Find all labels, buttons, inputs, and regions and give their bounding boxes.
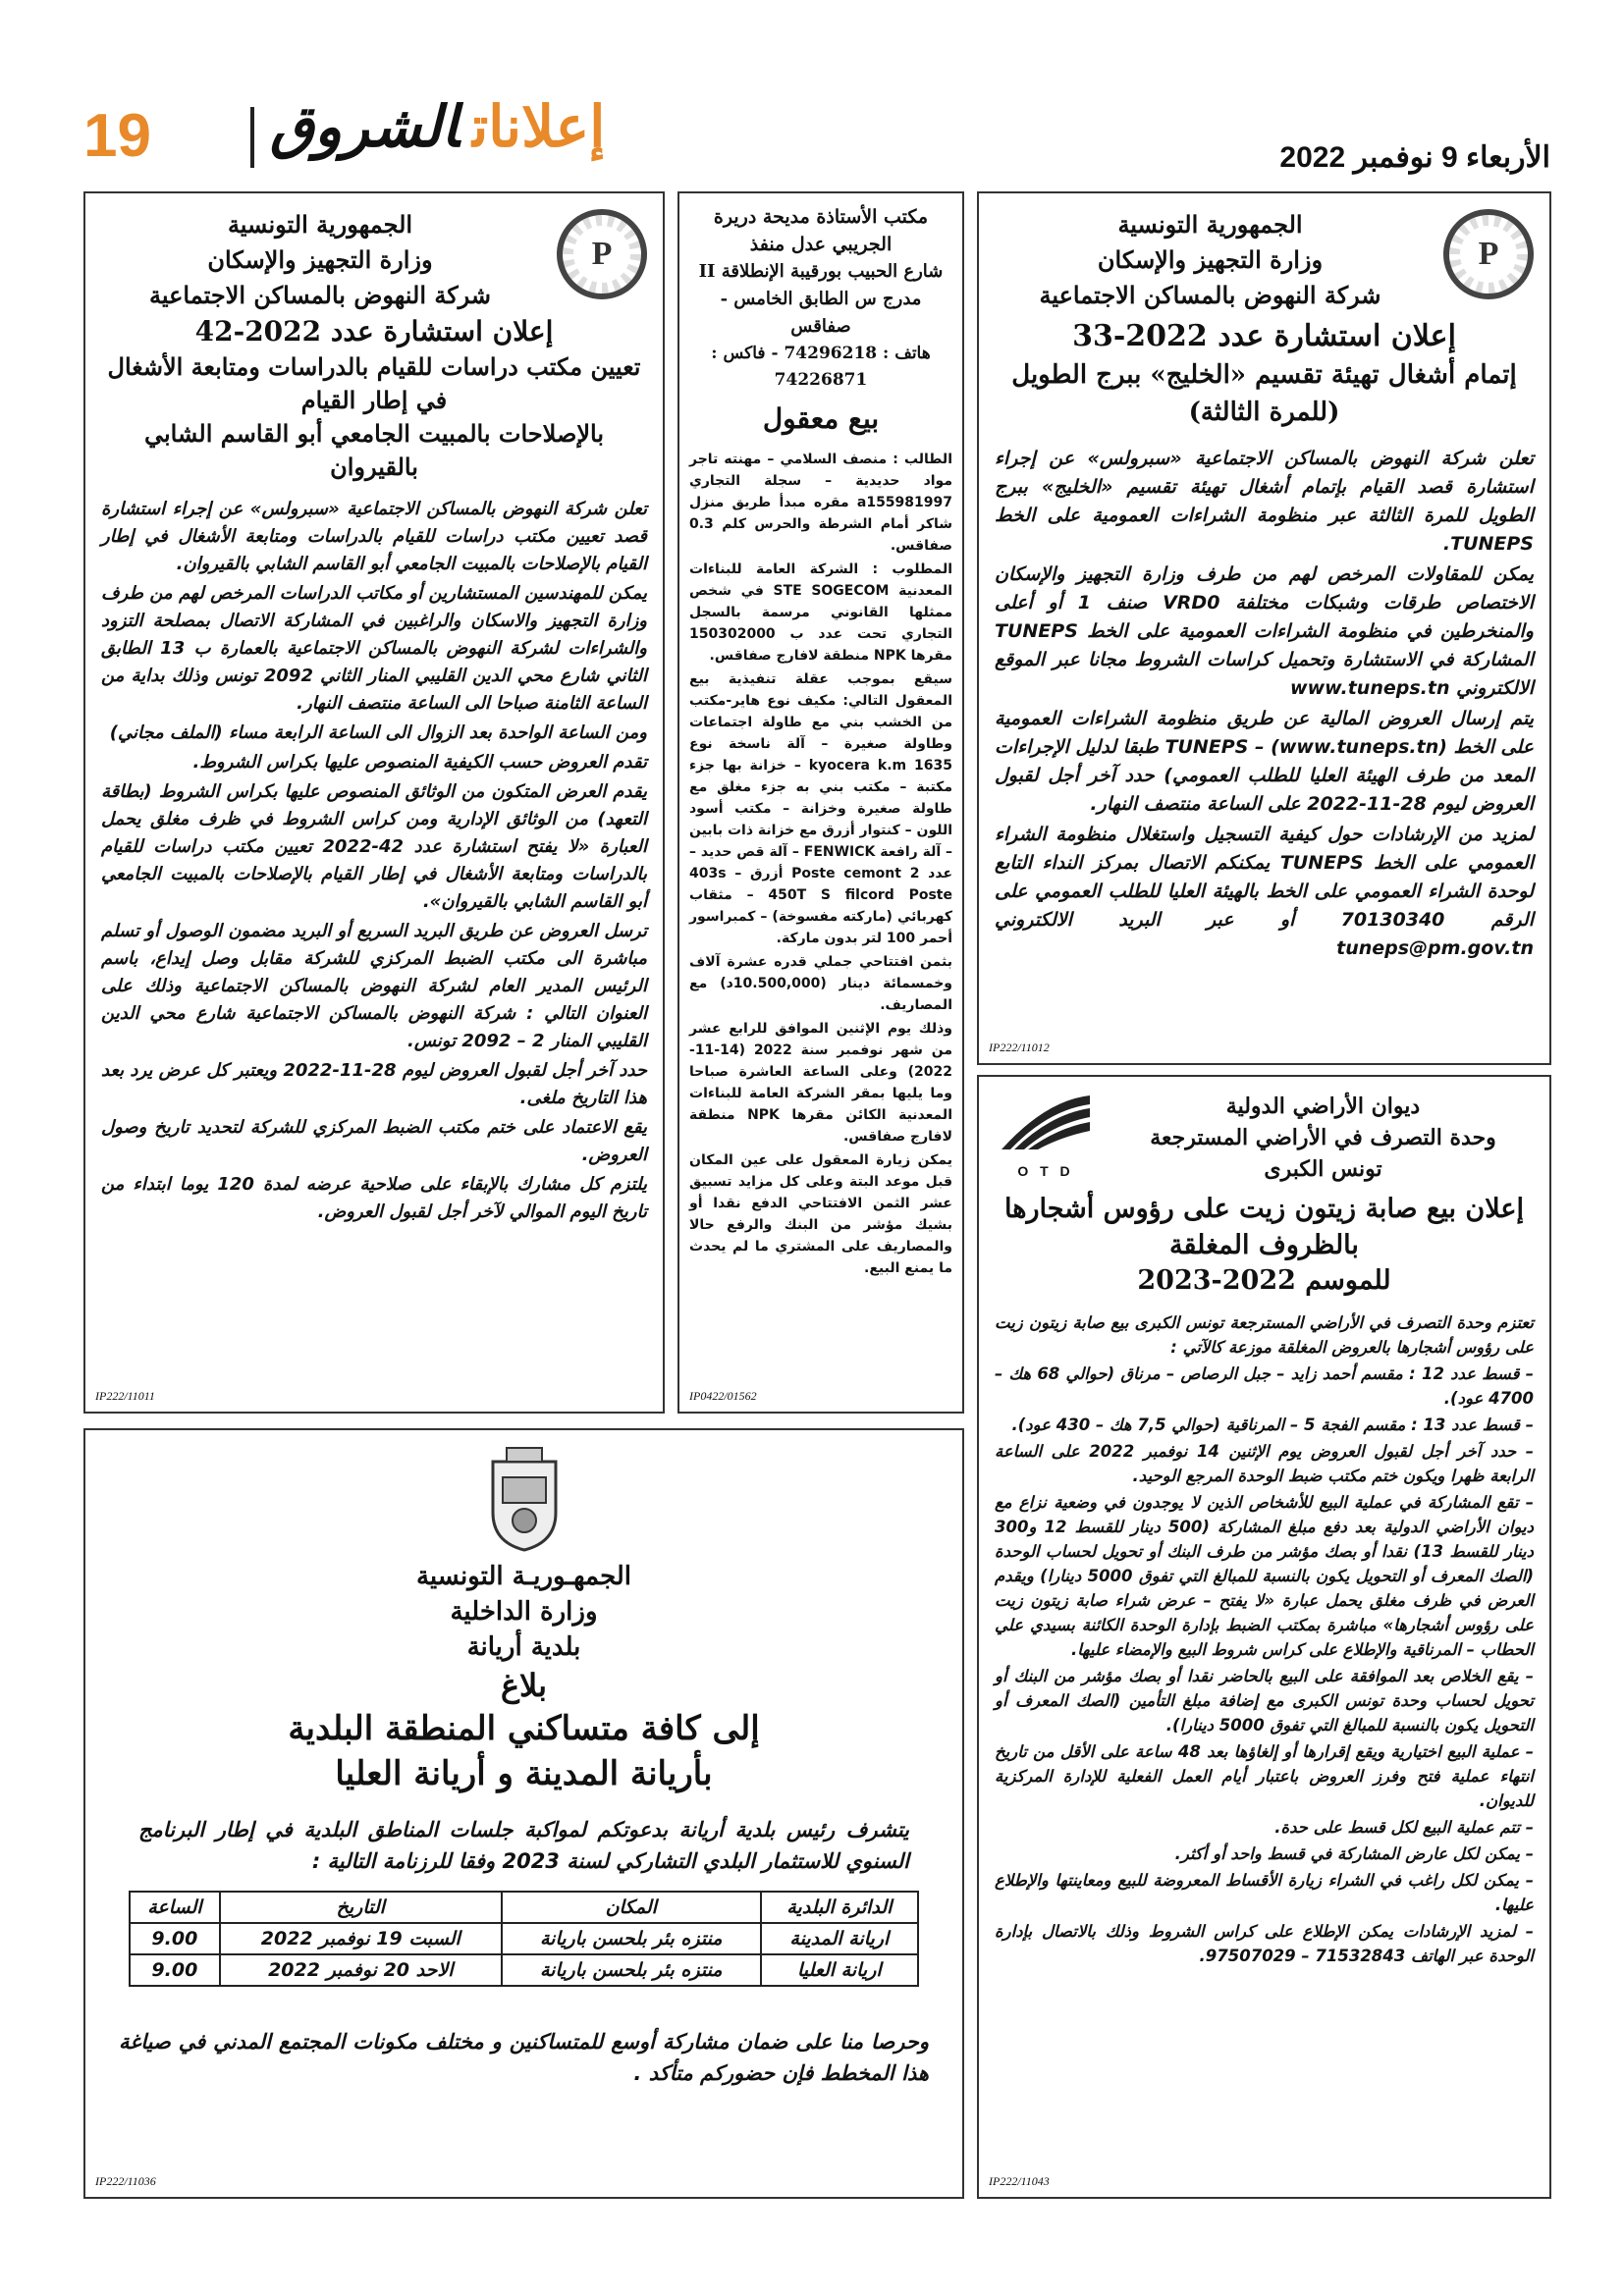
table-cell: 9.00 xyxy=(130,1954,220,1986)
ad2-paragraph: وذلك يوم الإثنين الموافق للرابع عشر من شهر نوفمبر سنة 2022 (14-11-2022) وعلى الساعة العاشرة صباحا وما يليها بمقر الشركة العامة للبناءات المعدنية الكائن مقرها NPK منطقة لافارج صفاقس. xyxy=(689,1021,952,1145)
ad5-closing: وحرصا منا على ضمان مشاركة أوسع للمتساكنين و مختلف مكونات المجتمع المدني في صياغة هذا المخطط فإن حضوركم متأكد . xyxy=(119,2030,929,2085)
ad2-reference: IP0422/01562 xyxy=(689,1389,757,1403)
crest-icon xyxy=(485,1444,564,1552)
table-cell: 9.00 xyxy=(130,1923,220,1954)
ad5-header-line: الجمهـوريـة التونسية xyxy=(415,1562,632,1591)
ad1-paragraph: لمزيد من الإرشادات حول كيفية التسجيل واستغلال منظومة الشراء العمومي على الخط TUNEPS يمكنكم الاتصال بمركز النداء التابع لوحدة الشراء العمومي على الخط بالهيئة العليا للطلب العمومي على الرقم 70130340 أو عبر البريد الالكتروني tuneps@pm.gov.tn xyxy=(995,824,1534,959)
ad5-subtitle: بأريانة المدينة و أريانة العليا xyxy=(335,1754,713,1793)
schedule-table xyxy=(129,1891,919,1987)
ad2-paragraph: سيقع بموجب عقلة تنفيذية بيع المعقول التالي: مكيف نوع هاير-مكتب من الخشب بني مع طاولة اجتماعات وطاولة صغيرة – آلة ناسخة نوع kyocera k.m 1635 – خزانة بها جزء مكتبة – مكتب بني به جزء مغلق مع طاولة صغيرة وخزانة – مكتب أسود اللون – كنتوار أزرق مع خزانة ذات بابين – آلة رافعة FENWICK – آلة قص حديد – عدد 2 Poste cemont أزرق 403s – 450T S filcord Poste – مثقاب كهربائي (ماركته مفسوخة) – كمبراسور أحمر 100 لتر بدون ماركة. xyxy=(689,671,953,946)
ad1-paragraph: تعلن شركة النهوض بالمساكن الاجتماعية «سبرولس» عن إجراء استشارة قصد القيام بإتمام أشغال تهيئة تقسيم «الخليج» ببرج الطويل للمرة الثالثة عبر منظومة الشراءات العمومية على الخط TUNEPS. xyxy=(995,448,1534,555)
ad5-title: بلاغ xyxy=(500,1667,548,1704)
ad2-header-line: هاتف : 74296218 - فاكس : 74226871 xyxy=(711,344,931,390)
ad5-intro: يتشرف رئيس بلدية أريانة بدعوتكم لمواكبة جلسات المناطق البلدية في إطار البرنامج السنوي للاستثمار البلدي التشاركي لسنة 2023 وفقا للرزنامة التالية : xyxy=(138,1818,909,1873)
table-cell: منتزه بئر بلحسن باريانة xyxy=(502,1954,761,1986)
ad3-paragraph: يمكن للمهندسين المستشارين أو مكاتب الدراسات المرخص لهم من طرف وزارة التجهيز والاسكان والراغبين في المشاركة الاتصال بمصلحة التزود والشراءات لشركة النهوض بالمساكن الاجتماعية بالعمارة ب 13 الطابق الثاني شارع محي الدين القليبي المنار الثاني 2092 تونس وذلك بداية من الساعة الثامنة صباحا الى الساعة منتصف النهار. xyxy=(101,583,647,714)
ad-tender-33 xyxy=(977,191,1551,1065)
ad4-paragraph: تعتزم وحدة التصرف في الأراضي المسترجعة تونس الكبرى بيع صابة زيتون زيت على رؤوس أشجارها بالعروض المغلقة موزعة كالآتي : xyxy=(995,1313,1534,1357)
ad4-paragraph: – قسط عدد 13 : مقسم الفجة 5 – المرناقية (حوالي 7,5 هك – 430 عود). xyxy=(1011,1415,1534,1434)
table-header-row xyxy=(130,1892,918,1923)
brand-title xyxy=(270,93,605,160)
ad-tender-42 xyxy=(83,191,665,1414)
ad5-reference: IP222/11036 xyxy=(95,2174,156,2188)
ad3-paragraph: يلتزم كل مشارك بالإبقاء على صلاحية عرضه لمدة 120 يوما ابتداء من تاريخ اليوم الموالي لآخر أجل لقبول العروض. xyxy=(101,1174,647,1222)
ad2-body xyxy=(689,449,952,1279)
table-header: الساعة xyxy=(130,1892,220,1923)
ad2-paragraph: يمكن زيارة المعقول على عين المكان قبل موعد البتة وعلى كل مزايد تسبيق عشر الثمن الافتتاحي الدفع نقدا أو بشيك مؤشر من البنك والرفع حالا والمصاريف على المشتري ما لم يحدث ما يمنع البيع. xyxy=(689,1152,952,1276)
ad4-paragraph: – عملية البيع اختيارية ويقع إقرارها أو إلغاؤها بعد 48 ساعة على الأقل من تاريخ انتهاء عملية فتح وفرز العروض باعتبار أيام العمل الفعلية للإدارة المركزية للديوان. xyxy=(995,1742,1534,1810)
cog-logo-icon: P xyxy=(1443,209,1534,299)
spro-logo xyxy=(557,209,647,299)
ad4-subtitle: بالظروف المغلقة xyxy=(1169,1230,1359,1260)
ad3-paragraph: ومن الساعة الواحدة بعد الزوال الى الساعة الرابعة مساء (الملف مجاني) xyxy=(109,722,647,743)
spro-logo xyxy=(1443,209,1534,299)
ad1-header-line: وزارة التجهيز والإسكان xyxy=(1097,245,1324,274)
ad3-paragraph: تعلن شركة النهوض بالمساكن الاجتماعية «سبرولس» عن إجراء استشارة قصد تعيين مكتب دراسات للقيام بالدراسات ومتابعة الأشغال في إطار القيام بالإصلاحات بالمبيت الجامعي أبو القاسم الشابي بالقيروان. xyxy=(101,499,647,574)
ad1-subtitle: إتمام أشغال تهيئة تقسيم «الخليج» ببرج الطويل (للمرة الثالثة) xyxy=(1011,360,1517,427)
table-row xyxy=(130,1954,918,1986)
ad5-header-line: وزارة الداخلية xyxy=(450,1597,598,1627)
ad4-paragraph: – يمكن لكل عارض المشاركة في قسط واحد أو أكثر. xyxy=(1174,1844,1534,1863)
ad4-reference: IP222/11043 xyxy=(989,2174,1050,2188)
otd-logo xyxy=(997,1091,1095,1179)
municipality-crest xyxy=(485,1444,564,1556)
table-cell: منتزه بئر بلحسن باريانة xyxy=(502,1923,761,1954)
ad3-reference: IP222/11011 xyxy=(95,1389,155,1403)
ad4-body xyxy=(995,1310,1534,1968)
ad2-paragraph: الطالب : منصف السلامي – مهنته تاجر مواد حديدية – سجلة التجاري a155981997 مقره مبدأ طريق منزل شاكر أمام الشرطة والحرس كلم 0.3 صفاقس. xyxy=(689,452,952,554)
ad4-header-line: وحدة التصرف في الأراضي المسترجعة xyxy=(1150,1125,1496,1150)
otd-stripes-icon xyxy=(997,1091,1095,1159)
ad4-paragraph: – تتم عملية البيع لكل قسط على حدة. xyxy=(1274,1818,1534,1837)
ad3-paragraph: حدد آخر أجل لقبول العروض ليوم 28-11-2022 ويعتبر كل عرض يرد بعد هذا التاريخ ملغى. xyxy=(101,1060,648,1108)
cog-logo-icon: P xyxy=(557,209,647,299)
ad3-subtitle: بالإصلاحات بالمبيت الجامعي أبو القاسم الشابي بالقيروان xyxy=(144,419,604,481)
table-cell: السبت 19 نوفمبر 2022 xyxy=(220,1923,502,1954)
ad-municipal-notice xyxy=(83,1428,964,2199)
ad1-reference: IP222/11012 xyxy=(989,1041,1050,1054)
ad4-paragraph: – يمكن لكل راغب في الشراء زيارة الأقساط المعروضة للبيع ومعاينتها والإطلاع عليها. xyxy=(995,1871,1534,1914)
table-header: المكان xyxy=(502,1892,761,1923)
ad-judicial-sale xyxy=(677,191,964,1414)
ad4-paragraph: – حدد آخر أجل لقبول العروض يوم الإثنين 14 نوفمبر 2022 على الساعة الرابعة ظهرا ويكون ختم مكتب ضبط الوحدة المرجع الوحيد. xyxy=(995,1442,1534,1485)
otd-logo-text: O T D xyxy=(1017,1163,1074,1179)
ad3-subtitle: تعيين مكتب دراسات للقيام بالدراسات ومتابعة الأشغال في إطار القيام xyxy=(107,352,641,414)
ad4-header-line: ديوان الأراضي الدولية xyxy=(1225,1094,1421,1119)
masthead-divider xyxy=(250,107,254,168)
table-header: الدائرة البلدية xyxy=(761,1892,918,1923)
ad1-paragraph: يمكن للمقاولات المرخص لهم من طرف وزارة التجهيز والإسكان الاختصاص طرقات وشبكات مختلفة VRD0 صنف 1 أو أعلى والمنخرطين في منظومة الشراءات العمومية على الخط TUNEPS المشاركة في الاستشارة وتحميل كراسات الشروط مجانا عبر الموقع الالكتروني www.tuneps.tn xyxy=(995,563,1534,699)
table-cell: اريانة المدينة xyxy=(761,1923,918,1954)
ad1-header-line: الجمهورية التونسية xyxy=(1117,210,1303,239)
ad4-paragraph: – يقع الخلاص بعد الموافقة على البيع بالحاضر نقدا أو بصك مؤشر من البنك أو تحويل لحساب وحدة تونس الكبرى مع إضافة مبلغ التأمين (الصك المعرف أو التحويل يكون بالنسبة للمبالغ التي تفوق 5000 دينارا). xyxy=(995,1667,1534,1735)
ad3-paragraph: يقع الاعتماد على ختم مكتب الضبط المركزي للشركة لتحديد تاريخ وصول العروض. xyxy=(101,1117,647,1165)
ad3-paragraph: ترسل العروض عن طريق البريد السريع أو البريد مضمون الوصول أو تسلم مباشرة الى مكتب الضبط المركزي للشركة مقابل وصل إيداع، باسم الرئيس المدير العام لشركة النهوض بالمساكن الاجتماعية وذلك على العنوان التالي : شركة النهوض بالمساكن الاجتماعية شارع محي الدين القليبي المنار 2 – 2092 تونس. xyxy=(101,921,647,1051)
ad5-header-line: بلدية أريانة xyxy=(466,1632,581,1662)
ad3-header-line: شركة النهوض بالمساكن الاجتماعية xyxy=(148,281,492,309)
table-cell: اريانة العليا xyxy=(761,1954,918,1986)
ad3-paragraph: تقدم العروض حسب الكيفية المنصوص عليها بكراس الشروط. xyxy=(192,752,647,773)
ad4-season: للموسم 2022-2023 xyxy=(1137,1265,1391,1296)
page-number: 19 xyxy=(83,102,151,170)
ad3-header-line: وزارة التجهيز والإسكان xyxy=(207,245,433,274)
ad1-header-line: شركة النهوض بالمساكن الاجتماعية xyxy=(1039,281,1381,309)
ad3-body xyxy=(101,496,647,1226)
ad3-title: إعلان استشارة عدد 2022-42 xyxy=(194,315,554,347)
ad1-title: إعلان استشارة عدد 2022-33 xyxy=(1072,319,1456,353)
ad4-paragraph: – تقع المشاركة في عملية البيع للأشخاص الذين لا يوجدون في وضعية نزاع مع ديوان الأراضي الدولية بعد دفع مبلغ المشاركة (500 دينار للقسط 12 و300 دينار للقسط 13) نقدا أو بصك مؤشر من طرف البنك أو تحويل لحساب الوحدة (الصك المعرف أو التحويل يكون بالنسبة للمبالغ التي تفوق 5000 دينارا) ويقدم العرض في ظرف مغلق يحمل عبارة «لا يفتح – عرض شراء صابة زيتون زيت على رؤوس أشجارها» مباشرة بمكتب الضبط بإدارة الوحدة الكائنة بسيدي علي الحطاب – المرناقية والإطلاع على كراس شروط البيع والإمضاء عليها. xyxy=(995,1493,1535,1659)
ad3-paragraph: يقدم العرض المتكون من الوثائق المنصوص عليها بكراس الشروط (بطاقة التعهد) من الوثائق الإدارية ومن كراس الشروط في ظرف مغلق يحمل العبارة «لا يفتح استشارة عدد 42-2022 تعيين مكتب دراسات للقيام بالدراسات ومتابعة الأشغال في إطار القيام بالإصلاحات بالمبيت الجامعي أبو القاسم الشابي بالقيروان». xyxy=(101,781,647,912)
ad2-title: بيع معقول xyxy=(762,402,880,435)
brand-word-name: الشروق xyxy=(270,93,460,160)
ad4-title: إعلان بيع صابة زيتون زيت على رؤوس أشجارها xyxy=(1004,1194,1524,1224)
table-cell: الاحد 20 نوفمبر 2022 xyxy=(220,1954,502,1986)
ad4-header-line: تونس الكبرى xyxy=(1264,1156,1382,1182)
ad-olive-sale xyxy=(977,1075,1551,2199)
issue-date: الأربعاء 9 نوفمبر 2022 xyxy=(1279,141,1550,174)
ad2-header-line: مكتب الأستاذة مديحة دريرة الجريبي عدل منفذ xyxy=(713,206,929,255)
ad2-paragraph: المطلوب : الشركة العامة للبناءات المعدنية STE SOGECOM في شخص ممثلها القانوني مرسمة بالسجل التجاري تحت عدد ب 150302000 مقرها NPK منطقة لافارج صفاقس. xyxy=(689,561,952,664)
table-header: التاريخ xyxy=(220,1892,502,1923)
ad3-header-line: الجمهورية التونسية xyxy=(227,210,413,239)
ad1-body xyxy=(995,445,1534,963)
masthead xyxy=(74,93,1550,182)
ad2-paragraph: بثمن افتتاحي جملي قدره عشرة آلاف وخمسمائة دينار (10.500,000د) مع المصاريف. xyxy=(689,954,952,1013)
ad4-paragraph: – قسط عدد 12 : مقسم أحمد زايد – جبل الرصاص – مرناق (حوالي 68 هك – 4700 عود). xyxy=(995,1364,1534,1408)
ad4-paragraph: – لمزيد الإرشادات يمكن الإطلاع على كراس الشروط وذلك بالاتصال بإدارة الوحدة عبر الهاتف 71532843 – 97507029. xyxy=(995,1922,1534,1965)
ad5-subtitle: إلى كافة متساكني المنطقة البلدية xyxy=(288,1709,760,1748)
ad1-paragraph: يتم إرسال العروض المالية عن طريق منظومة الشراءات العمومية على الخط TUNEPS – (www.tuneps.tn) طبقا لدليل الإجراءات المعد من طرف الهيئة العليا للطلب العمومي) حدد آخر أجل لقبول العروض ليوم 28-11-2022 على الساعة منتصف النهار. xyxy=(995,708,1534,815)
brand-word-ads: إعلانات xyxy=(472,93,606,160)
ad2-header-line: شارع الحبيب بورقيبة الإنطلاقة II مدرج س الطابق الخامس - صفاقس xyxy=(698,261,944,337)
table-row xyxy=(130,1923,918,1954)
